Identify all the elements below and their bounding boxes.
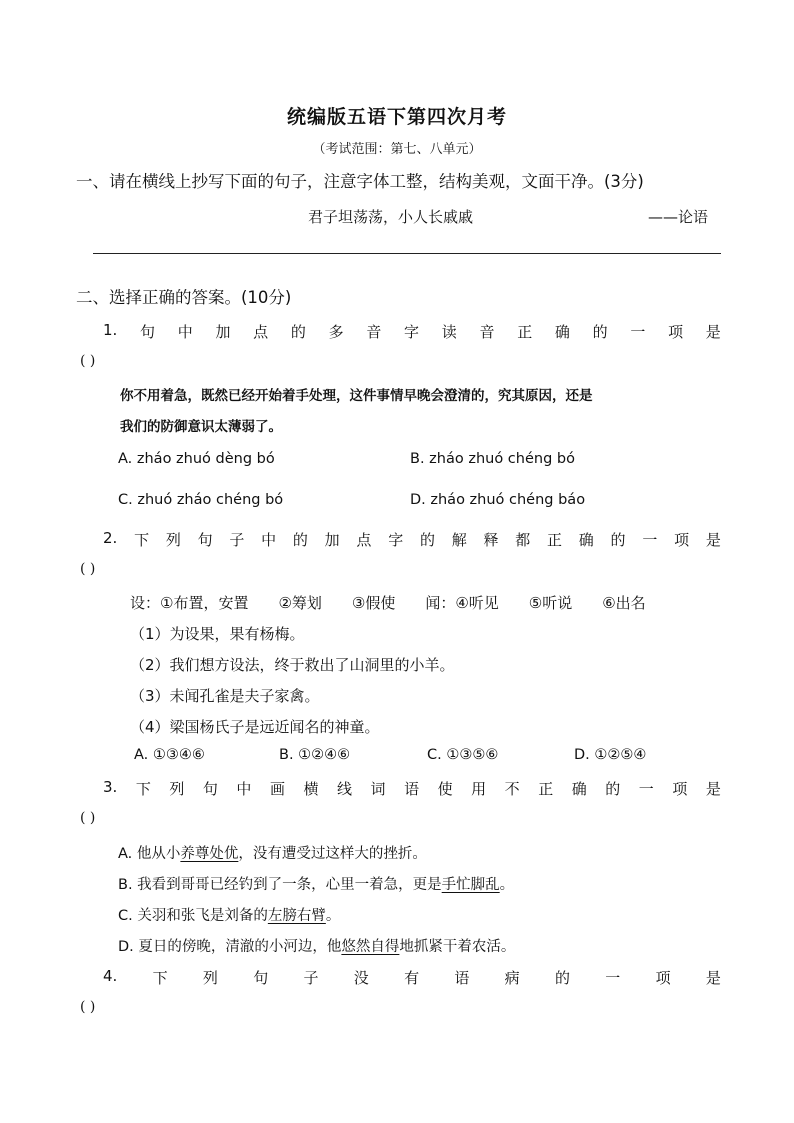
page-title: 统编版五语下第四次月考 xyxy=(286,106,507,128)
exam-scope-subtitle: （考试范围：第七、八单元） xyxy=(312,142,482,157)
q3-option-d[interactable]: D. 夏日的傍晚，清澈的小河边，他悠然自得地抓紧干着农活。 xyxy=(118,939,516,955)
q3-option-a-underlined: 养尊处优 xyxy=(180,846,239,862)
q1-sentence-line1: 你不用着急，既然已经开始着手处理，这件事情早晚会澄清的，究其原因，还是 xyxy=(120,388,593,404)
q2-item-1: （1）为设果，果有杨梅。 xyxy=(130,625,305,643)
q1-stem: 1. 句 中 加 点 的 多 音 字 读 音 正 确 的 一 项 是 xyxy=(103,321,721,341)
q3-option-c-underlined: 左膀右臂 xyxy=(267,908,326,924)
q3-stem: 3. 下 列 句 中 画 横 线 词 语 使 用 不 正 确 的 一 项 是 xyxy=(103,778,721,798)
q3-option-b-underlined: 手忙脚乱 xyxy=(441,877,500,893)
q2-option-d[interactable]: D. ①②⑤④ xyxy=(574,747,647,763)
copy-answer-line[interactable] xyxy=(93,253,721,254)
q4-stem: 4. 下 列 句 子 没 有 语 病 的 一 项 是 xyxy=(103,967,721,987)
q2-option-b[interactable]: B. ①②④⑥ xyxy=(279,747,351,763)
q2-stem: 2. 下 列 句 子 中 的 加 点 字 的 解 释 都 正 确 的 一 项 是 xyxy=(103,529,721,549)
section2-heading: 二、选择正确的答案。(10分) xyxy=(76,288,292,307)
q1-option-a[interactable]: A. zháo zhuó dèng bó xyxy=(118,451,275,467)
q1-option-c[interactable]: C. zhuó zháo chéng bó xyxy=(118,492,284,508)
q2-answer-paren[interactable]: ( ) xyxy=(80,561,96,577)
q1-option-b[interactable]: B. zháo zhuó chéng bó xyxy=(410,451,575,467)
section1-heading: 一、请在横线上抄写下面的句子，注意字体工整，结构美观，文面干净。(3分) xyxy=(76,172,644,191)
q2-item-4: （4）梁国杨氏子是远近闻名的神童。 xyxy=(130,718,380,736)
q1-option-d[interactable]: D. zháo zhuó chéng báo xyxy=(410,492,586,508)
q1-sentence-line2: 我们的防御意识太薄弱了。 xyxy=(120,419,282,435)
q4-answer-paren[interactable]: ( ) xyxy=(80,999,96,1015)
q2-item-3: （3）未闻孔雀是夫子家禽。 xyxy=(130,687,320,705)
q3-option-d-underlined: 悠然自得 xyxy=(341,939,400,955)
q3-answer-paren[interactable]: ( ) xyxy=(80,810,96,826)
quote-source: ——论语 xyxy=(648,208,709,226)
copy-quote: 君子坦荡荡，小人长戚戚 xyxy=(308,208,474,226)
q2-item-2: （2）我们想方设法，终于救出了山洞里的小羊。 xyxy=(130,656,455,674)
q3-option-c[interactable]: C. 关羽和张飞是刘备的左膀右臂。 xyxy=(118,908,341,924)
q2-option-a[interactable]: A. ①③④⑥ xyxy=(134,747,205,763)
q2-option-c[interactable]: C. ①③⑤⑥ xyxy=(427,747,499,763)
q3-option-a[interactable]: A. 他从小养尊处优，没有遭受过这样大的挫折。 xyxy=(118,846,427,862)
q3-option-b[interactable]: B. 我看到哥哥已经钓到了一条，心里一着急，更是手忙脚乱。 xyxy=(118,877,515,893)
q2-definitions: 设：①布置，安置 ②筹划 ③假使 闻：④听见 ⑤听说 ⑥出名 xyxy=(130,594,646,612)
q1-answer-paren[interactable]: ( ) xyxy=(80,353,96,369)
